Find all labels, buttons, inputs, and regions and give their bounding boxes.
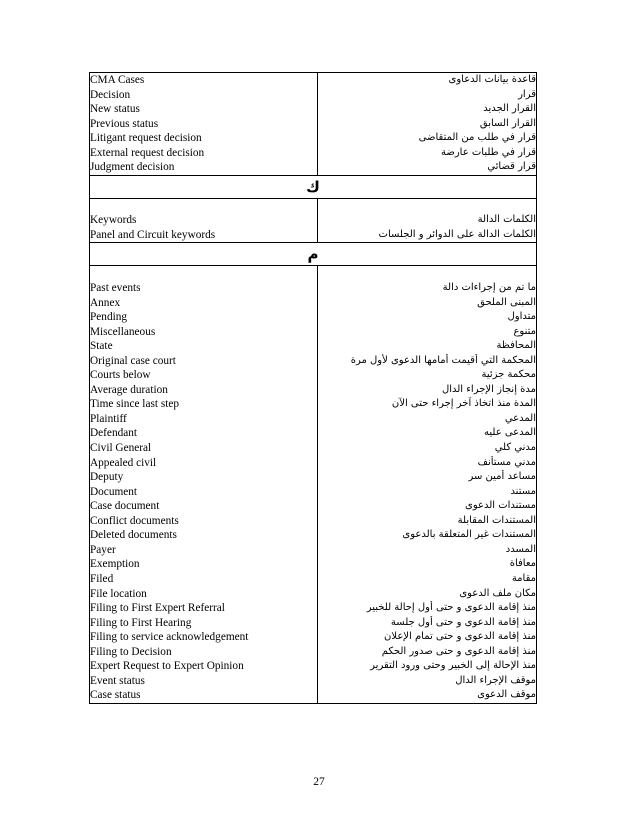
english-term: Average duration [90, 383, 168, 396]
english-term: Case status [90, 689, 141, 702]
english-term: Appealed civil [90, 456, 157, 469]
english-term: Exemption [90, 558, 140, 571]
english-term: Keywords [90, 214, 137, 227]
arabic-term: الكلمات الدالة [477, 214, 536, 226]
arabic-terms-cell [318, 198, 537, 243]
english-term: Pending [90, 311, 128, 324]
arabic-term: قرار في طلب من المتقاضى [418, 132, 536, 144]
english-term: Original case court [90, 354, 176, 367]
arabic-term: قرار في طلبات عارضة [441, 146, 536, 158]
english-term: Deputy [90, 471, 124, 484]
arabic-term: منذ الإحالة إلى الخبير وحتى ورود التقرير [370, 660, 536, 672]
arabic-term: متداول [507, 311, 536, 323]
arabic-term: القرار السابق [479, 117, 536, 129]
english-term: Courts below [90, 369, 151, 382]
page-number: 27 [313, 776, 325, 788]
english-term: New status [90, 103, 140, 116]
arabic-term: موقف الدعوى [477, 689, 536, 701]
arabic-term: منذ إقامة الدعوى و حتى أول جلسة [390, 616, 536, 628]
english-term: Decision [90, 88, 131, 101]
arabic-term: منذ إقامة الدعوى و حتى صدور الحكم [381, 645, 536, 657]
english-term: Deleted documents [90, 529, 177, 542]
section-letter-row [90, 243, 537, 266]
english-term: Past events [90, 282, 141, 295]
arabic-term: متنوع [513, 325, 536, 337]
arabic-term: مكان ملف الدعوى [459, 587, 536, 599]
arabic-term: المحكمة التي أقيمت أمامها الدعوى لأول مرة [350, 354, 536, 366]
arabic-term: المبنى الملحق [477, 296, 536, 308]
arabic-term: المدة منذ اتخاذ آخر إجراء حتى الآن [391, 398, 536, 410]
arabic-term: مدني مستأنف [477, 456, 536, 468]
arabic-term: قاعدة بيانات الدعاوى [448, 74, 536, 85]
arabic-term: معافاة [509, 558, 536, 570]
section-letter: م [90, 243, 537, 266]
english-term: Filing to service acknowledgement [90, 631, 249, 644]
english-term: Filing to First Expert Referral [90, 602, 225, 615]
english-term: External request decision [90, 146, 205, 159]
arabic-term: المدعى عليه [484, 427, 536, 439]
arabic-term: محكمة جزئية [481, 369, 536, 381]
arabic-term: مستند [510, 485, 536, 497]
arabic-term: المستندات المقابلة [457, 514, 536, 526]
glossary-table-body [90, 73, 537, 704]
english-term: Document [90, 485, 138, 498]
arabic-term: الكلمات الدالة على الدوائر و الجلسات [378, 228, 536, 240]
arabic-term: مستندات الدعوى [465, 500, 536, 512]
arabic-terms-cell [318, 73, 537, 176]
english-term: Event status [90, 674, 145, 687]
arabic-term: مدة إنجاز الإجراء الدال [441, 383, 536, 395]
arabic-term: مقامة [511, 572, 536, 584]
english-term: Conflict documents [90, 514, 179, 527]
english-term: Filed [90, 572, 114, 585]
arabic-term: قرار [518, 88, 536, 100]
english-term: Litigant request decision [90, 132, 202, 145]
section-terms-row [90, 198, 537, 243]
english-term: File location [90, 587, 147, 600]
english-term: Expert Request to Expert Opinion [90, 660, 244, 673]
english-term: Annex [90, 296, 121, 309]
english-terms-cell [90, 73, 318, 176]
arabic-term: مساعد أمين سر [468, 471, 536, 483]
english-term: Time since last step [90, 398, 180, 411]
arabic-term: قرار قضائي [487, 161, 536, 173]
section-letter-row [90, 175, 537, 198]
english-term: Case document [90, 500, 160, 513]
arabic-term: ما تم من إجراءات دالة [442, 282, 536, 294]
arabic-term: المدعي [504, 412, 536, 424]
english-term: CMA Cases [90, 74, 145, 86]
english-term: Miscellaneous [90, 325, 156, 338]
english-terms-cell [90, 198, 318, 243]
english-term: Payer [90, 543, 116, 556]
english-term: Defendant [90, 427, 138, 440]
arabic-term: مدني كلي [494, 442, 536, 454]
section-letter: ك [90, 175, 537, 198]
arabic-term: المستندات غير المتعلقة بالدعوى [402, 529, 536, 541]
arabic-terms-cell [318, 266, 537, 703]
arabic-term: منذ إقامة الدعوى و حتى أول إحالة للخبير [366, 602, 536, 614]
section-terms-row [90, 266, 537, 703]
arabic-term: القرار الجديد [483, 103, 536, 115]
english-term: Judgment decision [90, 161, 175, 174]
english-terms-cell [90, 266, 318, 703]
english-term: State [90, 340, 113, 353]
arabic-term: موقف الإجراء الدال [455, 674, 536, 686]
english-term: Previous status [90, 117, 159, 130]
english-term: Filing to First Hearing [90, 616, 192, 629]
english-term: Civil General [90, 442, 152, 455]
glossary-table [89, 72, 537, 704]
arabic-term: المسدد [505, 543, 536, 555]
english-term: Filing to Decision [90, 645, 172, 658]
arabic-term: منذ إقامة الدعوى و حتى تمام الإعلان [384, 631, 536, 643]
arabic-term: المحافظة [496, 340, 536, 352]
english-term: Plaintiff [90, 412, 127, 425]
english-term: Panel and Circuit keywords [90, 228, 216, 241]
section-terms-row [90, 73, 537, 176]
